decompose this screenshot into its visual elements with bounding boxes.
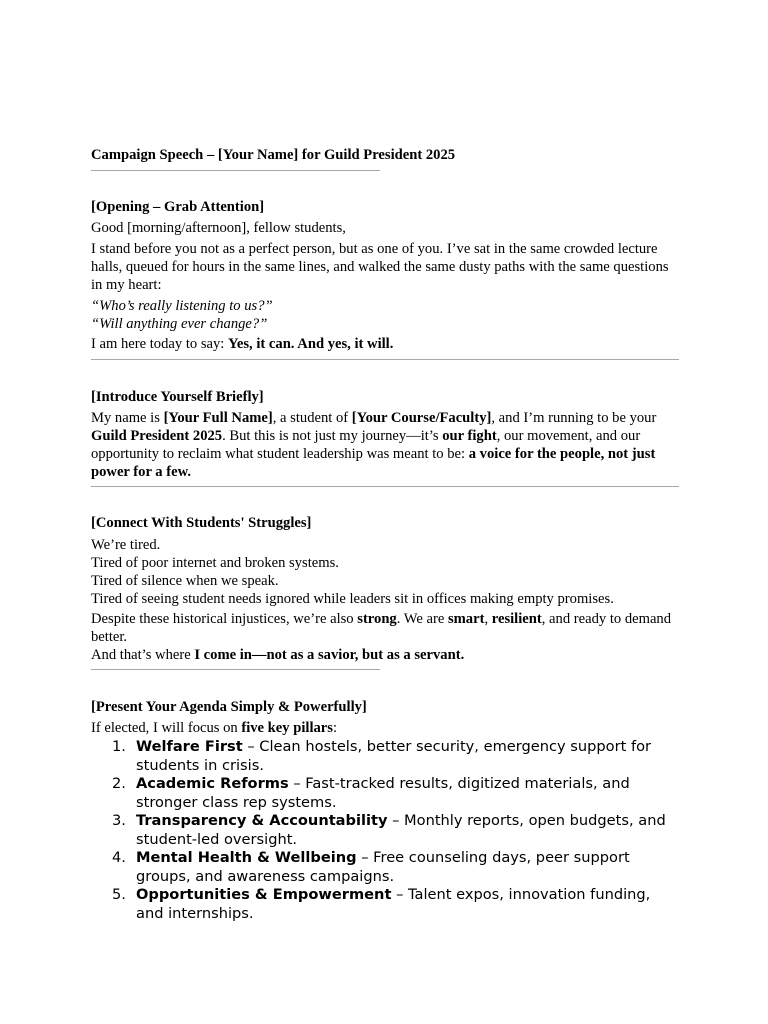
struggle-line: Tired of seeing student needs ignored while leaders sit in offices making empty promises. bbox=[91, 591, 614, 607]
text: : bbox=[332, 720, 338, 736]
statement-prefix: I am here today to say: bbox=[91, 336, 228, 352]
pillar-name: Academic Reforms bbox=[136, 775, 289, 792]
strong-bold: strong bbox=[357, 611, 397, 627]
text: If elected, I will focus on bbox=[91, 720, 242, 736]
pillar-description: – Free counseling days, peer support groups, and awareness campaigns. bbox=[136, 849, 630, 885]
section-heading-introduce: [Introduce Yourself Briefly] bbox=[91, 389, 264, 405]
list-item bbox=[91, 812, 681, 849]
pillar-name: Welfare First bbox=[136, 738, 243, 755]
pillar-name: Mental Health & Wellbeing bbox=[136, 849, 357, 866]
text: , a student of bbox=[272, 410, 352, 426]
list-item bbox=[91, 886, 681, 923]
pillar-name: Transparency & Accountability bbox=[136, 812, 388, 829]
struggle-line: Tired of silence when we speak. bbox=[91, 573, 279, 589]
text: . But this is not just my journey—it’s bbox=[222, 428, 443, 444]
position-bold: Guild President 2025 bbox=[91, 428, 223, 444]
opening-statement bbox=[91, 335, 681, 353]
list-number: 1. bbox=[112, 738, 126, 755]
our-fight-bold: our fight bbox=[442, 428, 497, 444]
opening-greeting bbox=[91, 219, 681, 237]
introduce-paragraph bbox=[91, 409, 681, 481]
divider bbox=[91, 170, 380, 171]
quote-1: “Who’s really listening to us?” bbox=[91, 298, 273, 314]
greeting-text: Good [morning/afternoon], fellow students, bbox=[91, 220, 346, 236]
list-number: 2. bbox=[112, 775, 126, 792]
text: , bbox=[484, 611, 492, 627]
pillar-description: – Clean hostels, better security, emergency support for students in crisis. bbox=[136, 738, 652, 774]
agenda-intro bbox=[91, 719, 681, 737]
divider bbox=[91, 486, 679, 487]
divider bbox=[91, 359, 679, 360]
text: And that’s where bbox=[91, 647, 195, 663]
list-number: 3. bbox=[112, 812, 126, 829]
smart-bold: smart bbox=[447, 611, 485, 627]
five-pillars-bold: five key pillars bbox=[241, 720, 333, 736]
text: . We are bbox=[396, 611, 448, 627]
pillar-description: – Talent expos, innovation funding, and internships. bbox=[136, 886, 651, 922]
list-item bbox=[91, 738, 681, 775]
text: , our movement, and our opportunity to reclaim what student leadership was meant to be: bbox=[91, 428, 641, 462]
resilient-bold: resilient bbox=[491, 611, 542, 627]
section-heading-agenda: [Present Your Agenda Simply & Powerfully] bbox=[91, 699, 367, 715]
opening-quotes bbox=[91, 297, 681, 333]
struggle-line: We’re tired. bbox=[91, 537, 161, 553]
list-number: 4. bbox=[112, 849, 126, 866]
list-item bbox=[91, 849, 681, 886]
divider bbox=[91, 669, 380, 670]
intro-paragraph: I stand before you not as a perfect person, but as one of you. I’ve sat in the same crowded lecture halls, queued for hours in the same lines, and walked the same dusty paths with the same questions in my heart: bbox=[91, 241, 669, 293]
despite-paragraph bbox=[91, 610, 681, 664]
voice-bold: a voice for the people, not just power for a few. bbox=[91, 446, 656, 480]
section-heading-opening: [Opening – Grab Attention] bbox=[91, 199, 265, 215]
pillar-name: Opportunities & Empowerment bbox=[136, 886, 392, 903]
pillars-list bbox=[91, 738, 681, 923]
struggles-lines bbox=[91, 536, 681, 608]
course-placeholder: [Your Course/Faculty] bbox=[351, 410, 492, 426]
pillar-description: – Monthly reports, open budgets, and student-led oversight. bbox=[136, 812, 666, 848]
text: , and I’m running to be your bbox=[491, 410, 657, 426]
section-heading-connect: [Connect With Students' Struggles] bbox=[91, 515, 312, 531]
text: , and ready to demand better. bbox=[91, 611, 672, 645]
full-name-placeholder: [Your Full Name] bbox=[163, 410, 273, 426]
servant-bold: I come in—not as a savior, but as a servant. bbox=[194, 647, 465, 663]
list-number: 5. bbox=[112, 886, 126, 903]
text: Despite these historical injustices, we’re also bbox=[91, 611, 358, 627]
list-item bbox=[91, 775, 681, 812]
statement-bold: Yes, it can. And yes, it will. bbox=[227, 336, 394, 352]
document-title: Campaign Speech – [Your Name] for Guild President 2025 bbox=[91, 147, 456, 163]
pillar-description: – Fast-tracked results, digitized materials, and stronger class rep systems. bbox=[136, 775, 630, 811]
quote-2: “Will anything ever change?” bbox=[91, 316, 268, 332]
text: My name is bbox=[91, 410, 164, 426]
struggle-line: Tired of poor internet and broken systems. bbox=[91, 555, 339, 571]
opening-intro bbox=[91, 240, 681, 294]
